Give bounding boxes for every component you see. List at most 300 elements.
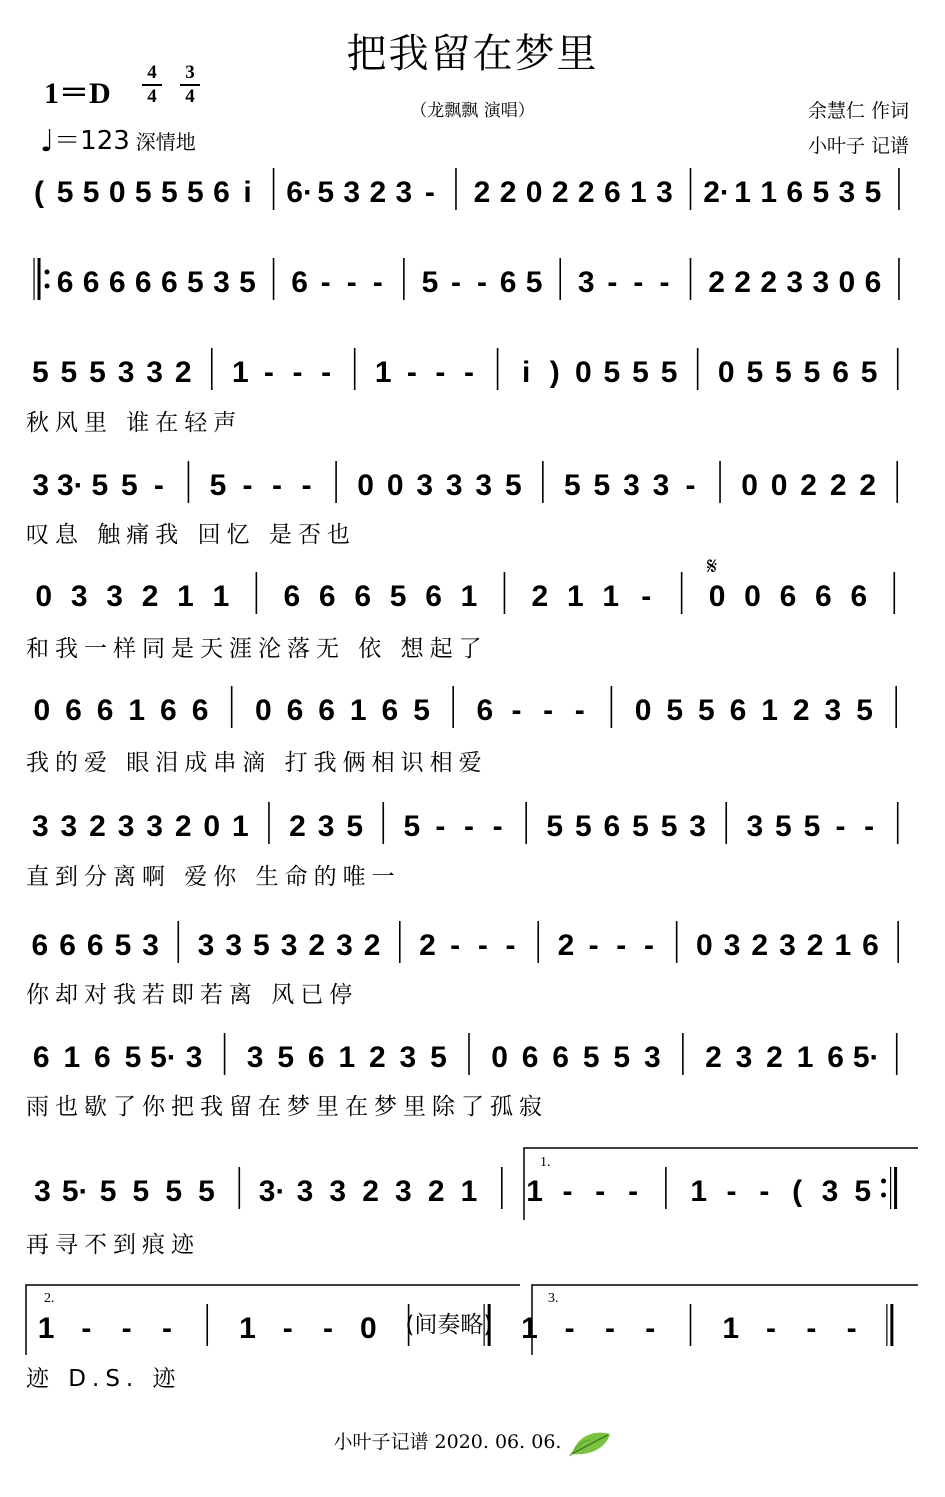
dash: -: [595, 1175, 606, 1208]
note-number: 5: [504, 469, 522, 502]
note-number: 5: [593, 469, 611, 502]
note-number: 6: [476, 694, 494, 727]
note-number: 6: [286, 694, 304, 727]
note-number: 6: [521, 1041, 539, 1074]
note-number: 6: [786, 176, 804, 209]
note-number: 2: [89, 810, 106, 843]
volta-label-2: 2.: [44, 1291, 55, 1306]
note-number: 2: [800, 469, 817, 502]
note-number: 1: [526, 1175, 543, 1208]
note-number: (: [34, 176, 45, 209]
performer: （龙飘飘 演唱）: [410, 101, 535, 121]
dash: -: [81, 1312, 92, 1345]
dash: -: [477, 929, 488, 962]
note-number: 5: [132, 1175, 150, 1208]
note-number: 1: [349, 694, 367, 727]
note-number: 3: [445, 469, 463, 502]
note-number: 1: [566, 580, 584, 613]
note-number: 5: [525, 266, 543, 299]
note-number: 2: [734, 266, 751, 299]
note-number: 5: [812, 176, 830, 209]
footer-signature: [0, 1427, 945, 1458]
note-number: 3: [689, 810, 706, 843]
note-number: 2: [141, 580, 159, 613]
dash: -: [242, 469, 253, 502]
note-number: 3: [213, 266, 230, 299]
dash: -: [543, 694, 554, 727]
note-number: 0: [203, 810, 221, 843]
note-number: 3: [656, 176, 673, 209]
note-number: 1: [212, 580, 230, 613]
note-number: 1: [37, 1312, 55, 1345]
note-number: 5: [253, 929, 270, 962]
dash: -: [564, 1312, 575, 1345]
note-number: 1: [177, 580, 194, 613]
note-number: 2: [557, 929, 575, 962]
note-number: 3: [106, 580, 123, 613]
note-number: 6: [96, 694, 114, 727]
note-number: 5: [91, 469, 109, 502]
dash: -: [574, 694, 585, 727]
note-number: 5: [632, 810, 649, 843]
note-number: 6: [82, 266, 100, 299]
lyrics-line: 你却对我若即若离 风已停: [26, 982, 359, 1008]
note-number: 5: [603, 356, 621, 389]
repeat-dot: [45, 270, 50, 275]
note-number: 2: [829, 469, 847, 502]
note-number: 5: [697, 694, 715, 727]
dash: -: [263, 356, 274, 389]
note-number: 5: [99, 1175, 117, 1208]
note-number: 5: [564, 469, 581, 502]
note-number: 3: [336, 929, 353, 962]
note-number: 6·: [286, 176, 313, 209]
note-number: 5: [187, 266, 204, 299]
note-number: 2·: [703, 176, 730, 209]
note-number: 2: [369, 176, 387, 209]
note-number: 5: [239, 266, 256, 299]
segno-icon: 𝄋: [706, 552, 718, 580]
note-number: 6: [729, 694, 747, 727]
note-number: 5: [389, 580, 407, 613]
note-number: 6: [815, 580, 832, 613]
note-number: 5: [775, 356, 792, 389]
note-number: 2: [308, 929, 326, 962]
note-number: 0: [386, 469, 404, 502]
note-number: 2: [362, 1175, 379, 1208]
note-number: 2: [363, 929, 381, 962]
note-number: 6: [283, 580, 301, 613]
note-number: 2: [760, 266, 778, 299]
note-number: 3: [60, 810, 78, 843]
dash: -: [864, 810, 875, 843]
note-number: 6: [862, 929, 879, 962]
note-number: 5: [121, 469, 138, 502]
note-number: 0: [108, 176, 126, 209]
dash: -: [424, 176, 435, 209]
note-number: 6: [32, 1041, 50, 1074]
note-number: 6: [318, 580, 336, 613]
note-number: 3: [34, 1175, 51, 1208]
key-signature: 1＝D: [44, 77, 111, 110]
note-number: 3: [70, 580, 88, 613]
note-number: 0: [574, 356, 592, 389]
note-number: 5: [209, 469, 227, 502]
note-number: 1: [63, 1041, 81, 1074]
quarter-note-icon: ♩: [40, 124, 55, 159]
note-number: 2: [751, 929, 769, 962]
note-number: 1: [734, 176, 751, 209]
note-number: ): [549, 356, 560, 389]
time-signature-4-4: 4 4: [142, 62, 162, 107]
dash: -: [604, 1312, 615, 1345]
dash: -: [806, 1312, 817, 1345]
note-number: 0: [357, 469, 374, 502]
note-number: 5: [403, 810, 421, 843]
note-number: 5·: [852, 1041, 880, 1074]
note-number: 3: [838, 176, 856, 209]
note-number: 5: [134, 176, 152, 209]
note-number: i: [243, 176, 252, 209]
note-number: 0: [634, 694, 652, 727]
note-number: 3·: [56, 469, 84, 502]
note-number: 5: [124, 1041, 142, 1074]
note-number: 2: [289, 810, 306, 843]
note-number: 3: [317, 810, 335, 843]
note-number: 6: [318, 694, 335, 727]
note-number: 3: [225, 929, 242, 962]
note-number: (: [792, 1175, 803, 1208]
dash: -: [633, 266, 644, 299]
note-number: 6: [499, 266, 517, 299]
note-number: 5: [574, 810, 592, 843]
transcriber-credit: 小叶子 记谱: [807, 135, 909, 157]
note-number: 3: [779, 929, 796, 962]
note-number: 2: [577, 176, 595, 209]
note-number: 1: [232, 356, 249, 389]
note-number: 3: [821, 1175, 839, 1208]
note-number: 5: [277, 1041, 295, 1074]
dash: -: [435, 810, 446, 843]
note-number: 6: [552, 1041, 569, 1074]
note-number: 5: [854, 1175, 872, 1208]
note-number: 5: [56, 176, 74, 209]
note-number: 5: [413, 694, 430, 727]
note-number: 1: [760, 176, 778, 209]
note-number: 1: [690, 1175, 708, 1208]
dash: -: [505, 929, 516, 962]
note-number: 3: [146, 810, 163, 843]
note-number: 2: [174, 356, 192, 389]
note-number: 2: [419, 929, 436, 962]
note-number: 6: [213, 176, 230, 209]
note-number: 3: [652, 469, 670, 502]
score-content: [26, 168, 918, 1392]
note-number: 6: [160, 694, 177, 727]
dash: -: [346, 266, 357, 299]
note-number: 0: [254, 694, 272, 727]
note-number: 5: [860, 356, 878, 389]
lyrics-line: 迹 D.S. 迹: [26, 1366, 182, 1392]
note-number: 3: [395, 176, 413, 209]
note-number: 1: [232, 810, 249, 843]
note-number: 0: [35, 580, 53, 613]
dash: -: [153, 469, 164, 502]
dash: -: [643, 929, 654, 962]
song-title: 把我留在梦里: [346, 31, 599, 77]
note-number: 1: [374, 356, 392, 389]
note-number: 5: [60, 356, 78, 389]
note-number: 3: [786, 266, 804, 299]
note-number: 3: [395, 1175, 412, 1208]
note-number: 5: [632, 356, 649, 389]
dash: -: [435, 356, 446, 389]
dash: -: [726, 1175, 737, 1208]
note-number: 0: [717, 356, 735, 389]
dash: -: [292, 356, 303, 389]
note-number: 3: [32, 469, 50, 502]
note-number: 0: [838, 266, 856, 299]
repeat-dot: [881, 1179, 886, 1184]
lyrics-line: 雨也歇了你把我留在梦里在梦里除了孤寂: [26, 1094, 548, 1120]
note-number: 3: [577, 266, 595, 299]
note-number: 2: [531, 580, 549, 613]
dash: -: [759, 1175, 770, 1208]
note-number: 1: [460, 1175, 478, 1208]
note-number: 5: [430, 1041, 447, 1074]
note-number: 0: [708, 580, 726, 613]
note-number: 6: [603, 176, 621, 209]
repeat-dot: [881, 1193, 886, 1198]
note-number: 5: [660, 810, 678, 843]
repeat-dot: [45, 284, 50, 289]
dash: -: [464, 356, 474, 389]
note-number: 3: [475, 469, 493, 502]
note-number: 6: [134, 266, 152, 299]
dash: -: [616, 929, 627, 962]
lyrics-line: 和我一样同是天涯沦落无 依 想起了: [26, 636, 488, 662]
note-number: 0: [491, 1041, 508, 1074]
note-number: 0: [525, 176, 543, 209]
footer-text: 小叶子记谱 2020. 06. 06.: [333, 1431, 562, 1453]
note-number: 2: [705, 1041, 722, 1074]
dash: -: [161, 1312, 172, 1345]
note-number: 2: [499, 176, 517, 209]
note-number: 0: [770, 469, 788, 502]
note-number: 3: [399, 1041, 417, 1074]
dash: -: [450, 929, 461, 962]
note-number: 5: [89, 356, 106, 389]
note-number: 5: [660, 356, 678, 389]
note-number: 6: [779, 580, 797, 613]
note-number: 2: [792, 694, 810, 727]
note-number: 6: [108, 266, 126, 299]
note-number: 5: [31, 356, 49, 389]
note-number: 5: [856, 694, 873, 727]
note-number: 3·: [258, 1175, 286, 1208]
note-number: 5: [546, 810, 564, 843]
note-number: 3: [117, 356, 135, 389]
dash: -: [588, 929, 599, 962]
note-number: 6: [65, 694, 82, 727]
dash: -: [607, 266, 618, 299]
volta-label-3: 3.: [548, 1291, 559, 1306]
note-number: 3: [197, 929, 215, 962]
note-number: 5·: [61, 1175, 89, 1208]
note-number: 3: [812, 266, 830, 299]
tempo-value: ＝123: [54, 126, 130, 156]
note-number: 1: [796, 1041, 814, 1074]
note-number: 0: [741, 469, 758, 502]
note-number: 6: [425, 580, 442, 613]
dash: -: [562, 1175, 573, 1208]
mood-text: 深情地: [135, 130, 196, 154]
dash: -: [659, 266, 670, 299]
note-number: 6: [291, 266, 308, 299]
note-number: 1: [338, 1041, 356, 1074]
dash: -: [492, 810, 503, 843]
note-number: 0: [33, 694, 51, 727]
note-number: 5: [746, 356, 764, 389]
note-number: 5: [165, 1175, 183, 1208]
note-number: 5: [803, 356, 821, 389]
note-number: 2: [859, 469, 877, 502]
dash: -: [301, 469, 312, 502]
note-number: 5: [803, 810, 821, 843]
note-number: 2: [427, 1175, 445, 1208]
note-number: 6: [86, 929, 104, 962]
note-number: 5: [82, 176, 100, 209]
lyrics-line: 直到分离啊 爱你 生命的唯一: [26, 864, 401, 890]
note-number: 3: [824, 694, 842, 727]
time-signature-3-4: 3 4: [180, 62, 200, 107]
note-number: 2: [174, 810, 192, 843]
dash: -: [846, 1312, 857, 1345]
dash: -: [121, 1312, 132, 1345]
note-number: 2: [766, 1041, 783, 1074]
note-number: 5: [114, 929, 132, 962]
note-number: 5: [613, 1041, 631, 1074]
note-number: 6: [31, 929, 49, 962]
dash: -: [641, 580, 652, 613]
note-number: 6: [354, 580, 372, 613]
note-number: 2: [473, 176, 491, 209]
note-number: 3: [735, 1041, 753, 1074]
lyrics-line: 我的爱 眼泪成串滴 打我俩相识相爱: [26, 750, 488, 776]
note-number: 5: [187, 176, 204, 209]
note-number: 3: [623, 469, 640, 502]
note-number: 1: [128, 694, 146, 727]
dash: -: [450, 266, 461, 299]
note-number: 5·: [150, 1041, 177, 1074]
note-number: 6: [832, 356, 849, 389]
dash: -: [628, 1175, 639, 1208]
note-number: 5: [421, 266, 439, 299]
dash: -: [282, 1312, 293, 1345]
note-number: 3: [185, 1041, 203, 1074]
note-number: 0: [696, 929, 713, 962]
note-number: 0: [744, 580, 761, 613]
note-number: 6: [603, 810, 621, 843]
note-number: 6: [191, 694, 209, 727]
note-number: 6: [94, 1041, 111, 1074]
dash: -: [272, 469, 283, 502]
lyrics-line: 秋风里 谁在轻声: [26, 410, 243, 436]
note-number: 3: [280, 929, 298, 962]
interlude-note: (间奏略): [405, 1312, 493, 1338]
note-number: 3: [416, 469, 434, 502]
note-number: 5: [317, 176, 335, 209]
note-number: 2: [369, 1041, 386, 1074]
dash: -: [511, 694, 522, 727]
note-number: 1: [239, 1312, 256, 1345]
dash: -: [477, 266, 488, 299]
note-number: 5: [160, 176, 178, 209]
note-number: 3: [246, 1041, 264, 1074]
dash: -: [685, 469, 696, 502]
note-number: 6: [160, 266, 178, 299]
note-number: 5: [346, 810, 364, 843]
note-number: 5: [582, 1041, 600, 1074]
note-number: 6: [850, 580, 868, 613]
note-number: 2: [708, 266, 725, 299]
dash: -: [323, 1312, 334, 1345]
note-number: 1: [460, 580, 478, 613]
lyrics-line: 再寻不到痕迹: [26, 1232, 200, 1258]
dash: -: [766, 1312, 777, 1345]
note-number: i: [521, 356, 531, 389]
leaf-icon: [568, 1428, 612, 1458]
note-number: 3: [643, 1041, 661, 1074]
dash: -: [835, 810, 846, 843]
dash: -: [406, 356, 417, 389]
note-number: 5: [666, 694, 684, 727]
note-number: 5: [775, 810, 792, 843]
note-number: 6: [827, 1041, 844, 1074]
note-number: 6: [307, 1041, 325, 1074]
note-number: 1: [630, 176, 647, 209]
note-number: 6: [56, 266, 74, 299]
note-number: 3: [117, 810, 135, 843]
dash: -: [372, 266, 383, 299]
note-number: 1: [521, 1312, 538, 1345]
note-number: 5: [198, 1175, 215, 1208]
note-number: 0: [359, 1312, 377, 1345]
note-number: 2: [551, 176, 569, 209]
note-number: 1: [602, 580, 620, 613]
note-number: 3: [31, 810, 49, 843]
dash: -: [320, 266, 331, 299]
note-number: 1: [761, 694, 778, 727]
lyricist-credit: 余慧仁 作词: [807, 100, 909, 122]
note-number: 1: [834, 929, 852, 962]
lyrics-line: 叹息 触痛我 回忆 是否也: [26, 522, 356, 548]
dash: -: [645, 1312, 656, 1345]
note-number: 3: [746, 810, 764, 843]
dash: -: [464, 810, 474, 843]
note-number: 2: [806, 929, 824, 962]
note-number: 3: [142, 929, 159, 962]
note-number: 3: [296, 1175, 314, 1208]
volta-label-1: 1.: [540, 1155, 551, 1170]
note-number: 6: [864, 266, 882, 299]
note-number: 5: [864, 176, 882, 209]
note-number: 1: [722, 1312, 740, 1345]
note-number: 3: [723, 929, 741, 962]
note-number: 3: [146, 356, 163, 389]
note-number: 6: [59, 929, 76, 962]
dash: -: [321, 356, 332, 389]
